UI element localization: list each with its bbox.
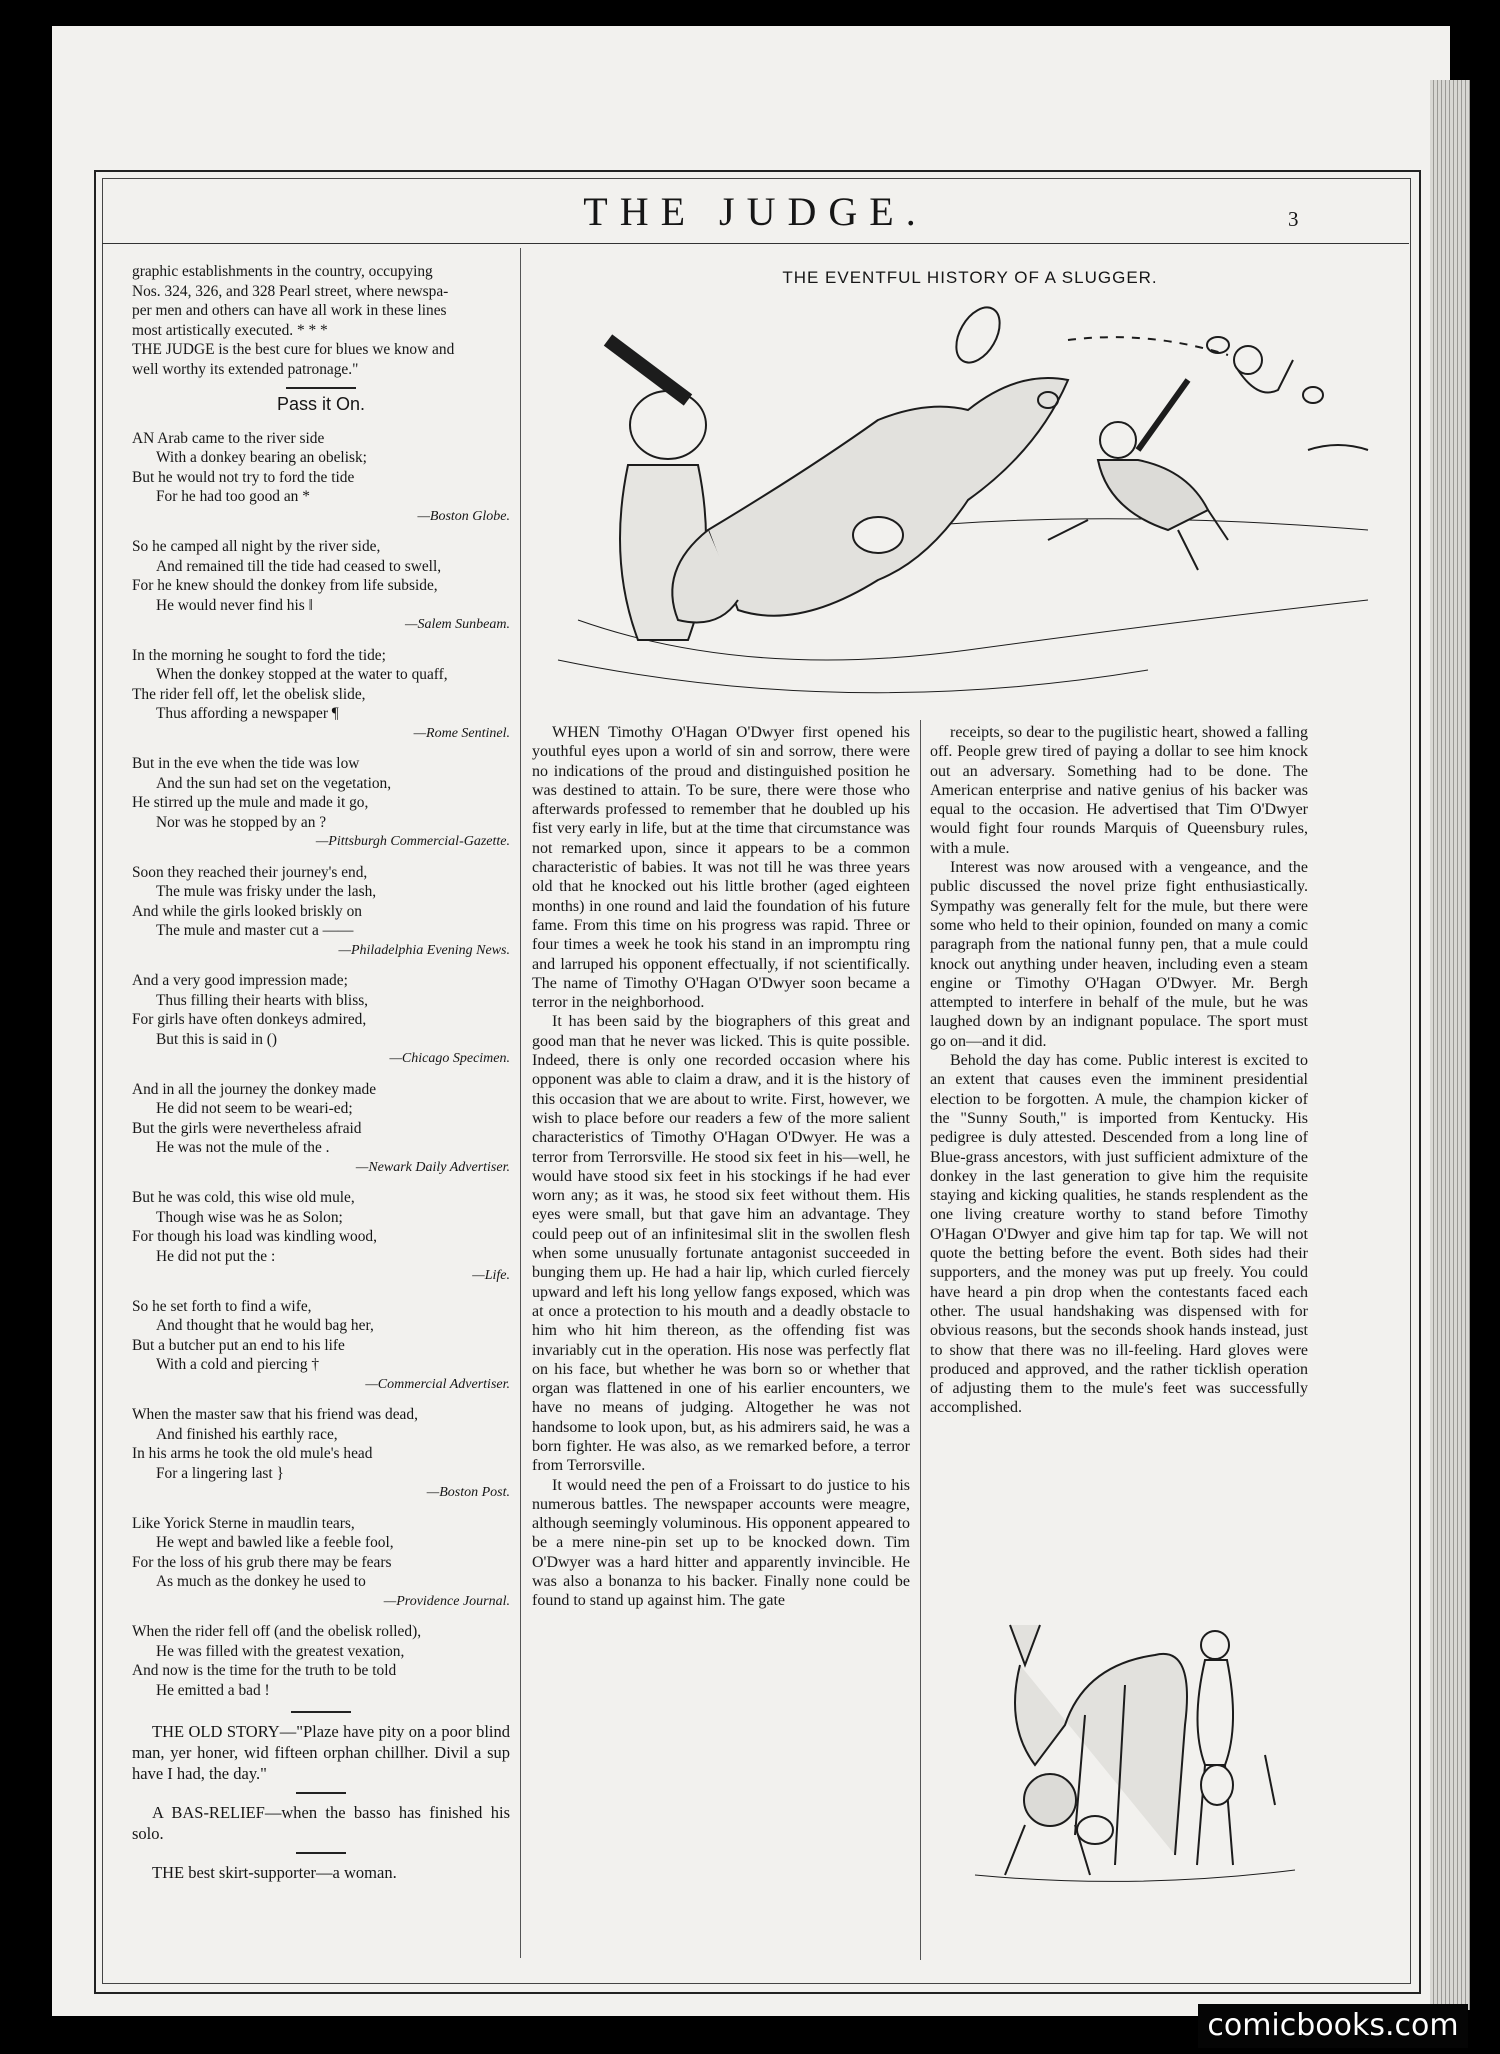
watermark-logo: comicbooks.com — [1198, 2004, 1468, 2048]
poem-line: In the morning he sought to ford the tide; — [132, 646, 386, 664]
poem-line: And thought that he would bag her, — [156, 1317, 374, 1334]
separator — [286, 387, 356, 389]
poem-line: The rider fell off, let the obelisk slide, — [132, 685, 366, 703]
poem-line: For though his load was kindling wood, — [132, 1228, 377, 1245]
poem-line: But the girls were nevertheless afraid — [132, 1119, 362, 1137]
page-edge — [1430, 80, 1470, 2010]
poem-line: The mule was frisky under the lash, — [156, 883, 377, 900]
poem-line: With a donkey bearing an obelisk; — [156, 449, 367, 466]
article-paragraph: receipts, so dear to the pugilistic heart, showed a falling off. People grew tired of paying a dollar to see him knock out an adversary. Something had to be done. The American enterprise and native genius of his backer was equal to the occasion. He advertised that Tim O'Dwyer would fight four rounds Marquis of Queensbury rules, with a mule. — [930, 724, 1308, 857]
left-column — [132, 262, 510, 1883]
article-column-1 — [532, 723, 910, 1611]
poem-line: Like Yorick Sterne in maudlin tears, — [132, 1514, 355, 1532]
poem-source: —Rome Sentinel. — [413, 725, 510, 741]
poem-source: —Commercial Advertiser. — [365, 1376, 510, 1392]
poem-source: —Salem Sunbeam. — [405, 617, 510, 632]
gloving-the-mule-illustration — [965, 1605, 1305, 1890]
intro-line: per men and others can have all work in these lines — [132, 302, 447, 319]
poem-line: He stirred up the mule and made it go, — [132, 794, 369, 811]
poem-source: —Boston Post. — [426, 1485, 510, 1500]
poem-line: But this is said in () — [156, 1030, 277, 1048]
intro-line: most artistically executed. * * * — [132, 321, 328, 339]
poem-line: And in all the journey the donkey made — [132, 1080, 377, 1098]
poem-line: He emitted a bad ! — [156, 1681, 270, 1699]
separator — [296, 1852, 346, 1854]
slugger-kicking-mule-illustration — [548, 300, 1398, 720]
masthead: THE JUDGE. — [583, 189, 928, 234]
poem-line: And while the girls looked briskly on — [132, 902, 362, 920]
poem-line: So he camped all night by the river side, — [132, 538, 381, 555]
poem-source: —Chicago Specimen. — [389, 1051, 510, 1066]
poem-line: In his arms he took the old mule's head — [132, 1445, 373, 1462]
article-paragraph: It has been said by the biographers of this great and good man that he never was licked. This is quite possible. Indeed, there is only one recorded occasion where his opponent was able to claim a draw, and it is the history of this occasion that we are about to write. First, however, we wish to place before our readers a few of the more salient characteristics of Timothy O'Hagan O'Dwyer. He was a terror from Terrorsville. He stood six feet in his—well, he would have stood six feet in his stockings if he had ever worn any; as it was, he stood six feet without them. His eyes were small, but that gave him an advantage. They could peep out of an infinitesimal slit in the swollen flesh when some unusually fortunate antagonist succeeded in bunging them up. He had a hair lip, which curled fiercely upward and left his long yellow fangs exposed, which was at once a protection to his mouth and a deadly obstacle to him who hit him thereon, as the offending fist was invariably cut in the operation. His nose was perfectly flat on his face, but whether he was born so or whether that organ was flattened in one of his earlier encounters, we have no means of judging. Altogether he was not handsome to look upon, but, as his admirers said, he was a born fighter. He was also, as we remarked before, a terror from Terrorsville. — [532, 1013, 910, 1475]
poem-stanza — [132, 1514, 510, 1612]
poem-stanza — [132, 754, 510, 852]
article-paragraph: It would need the pen of a Froissart to do justice to his numerous battles. The newspaper accounts were meagre, although seemingly voluminous. His opponent appeared to be a mere nine-pin set up to be knocked down. Tim O'Dwyer was a hard hitter and apparently invincible. He was also a bonanza to his backer. Finally none could be found to stand up against him. The gate — [532, 1476, 910, 1610]
poem-line: When the master saw that his friend was dead, — [132, 1406, 418, 1423]
poem-line: Soon they reached their journey's end, — [132, 863, 368, 881]
poem-line: But in the eve when the tide was low — [132, 755, 360, 772]
poem-line: But he would not try to ford the tide — [132, 468, 355, 486]
intro-line: graphic establishments in the country, occupying — [132, 263, 433, 280]
poem-line: And the sun had set on the vegetation, — [156, 774, 392, 792]
poem-source: —Pittsburgh Commercial-Gazette. — [315, 834, 510, 849]
poem-line: For the loss of his grub there may be fears — [132, 1553, 392, 1571]
poem-line: And a very good impression made; — [132, 972, 348, 989]
poem-line: For he knew should the donkey from life subside, — [132, 577, 438, 594]
article-paragraph: Interest was now aroused with a vengeance, and the public discussed the novel prize fight enthusiastically. Sympathy was generally felt for the mule, but there were some who held to their opinion, founded on many a comic paragraph from the national funny pen, that a mule could knock out anything under heaven, including even a steam engine or Timothy O'Hagan O'Dwyer. Mr. Bergh attempted to interfere in behalf of the mule, but he was laughed down by an indignant populace. The sport must go on—and it did. — [930, 859, 1308, 1050]
jokes — [132, 1721, 510, 1883]
poem-line: For a lingering last } — [156, 1464, 284, 1482]
masthead-rule — [102, 243, 1409, 244]
poem-line: He was filled with the greatest vexation, — [156, 1642, 405, 1660]
poem-line: Nor was he stopped by an ? — [156, 813, 327, 831]
poem-line: For girls have often donkeys admired, — [132, 1011, 367, 1028]
poem-source: —Boston Globe. — [417, 508, 510, 524]
joke-paragraph: THE OLD STORY—"Plaze have pity on a poor blind man, yer honer, wid fifteen orphan chillher. Divil a sup have I had, the day." — [132, 1722, 510, 1783]
poem-stanza — [132, 537, 510, 635]
poem-line: When the donkey stopped at the water to quaff, — [156, 666, 448, 683]
separator — [291, 1711, 351, 1713]
poem-stanza — [132, 1405, 510, 1503]
poem-line: He did not seem to be weari-ed; — [156, 1100, 353, 1117]
joke-paragraph: A BAS-RELIEF—when the basso has finished his solo. — [132, 1803, 510, 1843]
poem-line: With a cold and piercing † — [156, 1356, 320, 1373]
column-rule-2 — [920, 715, 921, 1960]
poem-stanza — [132, 1622, 510, 1700]
poem-line: AN Arab came to the river side — [132, 429, 325, 447]
poem-line: He wept and bawled like a feeble fool, — [156, 1534, 394, 1551]
poem-line: He did not put the : — [156, 1247, 276, 1265]
poem-source: —Providence Journal. — [383, 1593, 510, 1609]
poem-line: And now is the time for the truth to be told — [132, 1662, 397, 1679]
article-paragraph: WHEN Timothy O'Hagan O'Dwyer first opened his youthful eyes upon a world of sin and sorrow, there were no indications of the proud and distinguished position he was destined to attain. To be sure, there were those who afterwards professed to remember that he doubled up his fist very early in life, but at the time that circumstance was not remarked upon, since it appears to be a common characteristic of babies. It was not till he was three years old that he knocked out his little brother (aged eighteen months) in one round and laid the foundation of his future fame. From this time on his progress was rapid. Three or four times a week he took his stand in an impromptu ring and larruped his opponent effectually, if not scientifically. The name of Timothy O'Hagan O'Dwyer soon became a terror in the neighborhood. — [532, 724, 910, 1012]
poem-line: So he set forth to find a wife, — [132, 1297, 312, 1315]
poem-line: For he had too good an * — [156, 488, 310, 505]
page-number: 3 — [1288, 207, 1299, 231]
poem-stanza — [132, 646, 510, 744]
article-title: THE EVENTFUL HISTORY OF A SLUGGER. — [782, 268, 1158, 287]
poem-line: As much as the donkey he used to — [156, 1573, 366, 1590]
article-paragraph: Behold the day has come. Public interest is excited to an extent that causes even the imminent presidential election to be forgotten. A mule, the champion kicker of the "Sunny South," is imported from Kentucky. His pedigree is duly attested. Descended from a long line of Blue-grass ancestors, with just sufficient admixture of the donkey in the last generation to give him the requisite staying and kicking qualities, he stands resplendent as the one living creature worthy to stand before Timothy O'Hagan O'Dwyer and give him tap for tap. We will not quote the betting before the event. Both sides had their supporters, and the money was put up freely. You could have heard a pin drop when the contestants faced each other. The usual handshaking was dispensed with for obvious reasons, but the seconds shook hands instead, just to show that there was no ill-feeling. Hard gloves were produced and approved, and the rather ticklish operation of adjusting them to the mule's feet was successfully accomplished. — [930, 1052, 1308, 1417]
separator — [296, 1792, 346, 1794]
poem-stanza — [132, 1297, 510, 1395]
joke-paragraph: THE best skirt-supporter—a woman. — [152, 1863, 397, 1882]
poem-stanza — [132, 1188, 510, 1286]
intro-line: Nos. 324, 326, and 328 Pearl street, where newspa- — [132, 282, 449, 300]
poem-stanza — [132, 971, 510, 1069]
poem-stanza — [132, 429, 510, 527]
poem-line: Thus filling their hearts with bliss, — [156, 991, 369, 1009]
poem-source: —Philadelphia Evening News. — [338, 942, 510, 958]
poem-line: He would never find his ‖ — [156, 596, 313, 614]
poem-line: Thus affording a newspaper ¶ — [156, 705, 339, 722]
poem-line: But a butcher put an end to his life — [132, 1336, 345, 1354]
poem-line: Though wise was he as Solon; — [156, 1208, 343, 1226]
poem-line: When the rider fell off (and the obelisk rolled), — [132, 1623, 422, 1640]
intro-text — [132, 262, 510, 379]
column-rule-1 — [520, 248, 521, 1958]
poem-line: But he was cold, this wise old mule, — [132, 1189, 355, 1206]
poem-line: And remained till the tide had ceased to swell, — [156, 557, 442, 575]
poem-stanza — [132, 863, 510, 961]
poem-stanza — [132, 1080, 510, 1178]
intro-line: well worthy its extended patronage." — [132, 360, 359, 378]
poem-line: He was not the mule of the . — [156, 1139, 330, 1156]
poem-title: Pass it On. — [276, 394, 366, 414]
binding-shadow — [0, 1900, 52, 2054]
poem-line: The mule and master cut a —— — [156, 922, 354, 939]
poem-source: —Life. — [472, 1268, 510, 1283]
poem-stanzas — [132, 429, 510, 1701]
intro-line: THE JUDGE is the best cure for blues we know and — [132, 341, 455, 358]
poem-line: And finished his earthly race, — [156, 1425, 338, 1443]
article-column-2 — [930, 723, 1308, 1418]
poem-source: —Newark Daily Advertiser. — [355, 1159, 510, 1175]
